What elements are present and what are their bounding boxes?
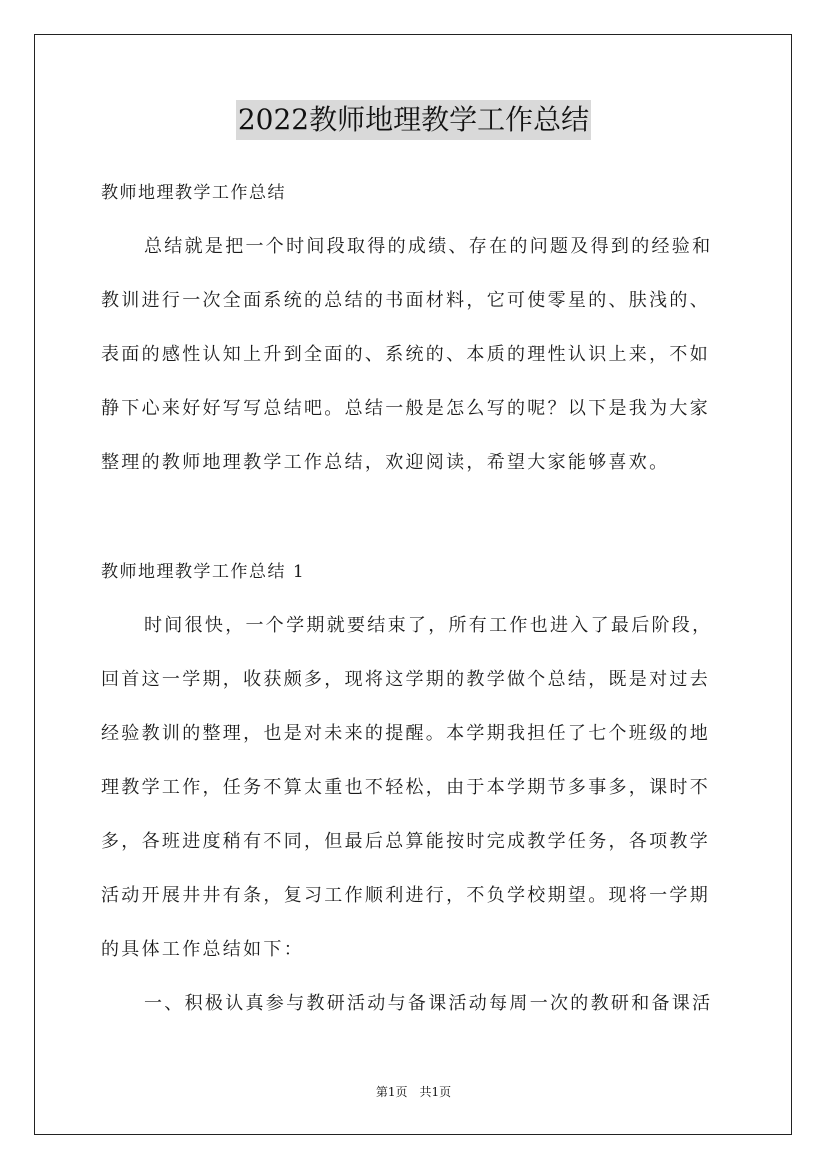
paragraph-line: 整理的教师地理教学工作总结，欢迎阅读，希望大家能够喜欢。 — [101, 452, 670, 473]
paragraph-line: 静下心来好好写写总结吧。总结一般是怎么写的呢？以下是我为大家 — [101, 398, 710, 419]
paragraph-line: 总结就是把一个时间段取得的成绩、存在的问题及得到的经验和 — [144, 236, 713, 257]
paragraph-line: 经验教训的整理，也是对未来的提醒。本学期我担任了七个班级的地 — [101, 723, 710, 744]
document-title: 2022教师地理教学工作总结 — [236, 100, 591, 140]
paragraph-line: 活动开展井井有条，复习工作顺利进行，不负学校期望。现将一学期 — [101, 885, 710, 906]
paragraph-line: 教训进行一次全面系统的总结的书面材料，它可使零星的、肤浅的、 — [101, 290, 710, 311]
paragraph-line: 表面的感性认知上升到全面的、系统的、本质的理性认识上来，不如 — [101, 344, 710, 365]
paragraph-line: 的具体工作总结如下： — [101, 939, 304, 960]
section-heading: 教师地理教学工作总结 1 — [101, 562, 306, 582]
paragraph-line: 多，各班进度稍有不同，但最后总算能按时完成教学任务，各项教学 — [101, 831, 710, 852]
paragraph-line: 回首这一学期，收获颇多，现将这学期的教学做个总结，既是对过去 — [101, 669, 710, 690]
title-container — [0, 100, 827, 140]
paragraph-line: 理教学工作，任务不算太重也不轻松，由于本学期节多事多，课时不 — [101, 777, 710, 798]
paragraph-line: 一、积极认真参与教研活动与备课活动每周一次的教研和备课活 — [144, 993, 713, 1014]
section-heading: 教师地理教学工作总结 — [101, 183, 286, 203]
paragraph-line: 时间很快，一个学期就要结束了，所有工作也进入了最后阶段， — [144, 615, 713, 636]
page-footer: 第1页 共1页 — [375, 1085, 452, 1099]
